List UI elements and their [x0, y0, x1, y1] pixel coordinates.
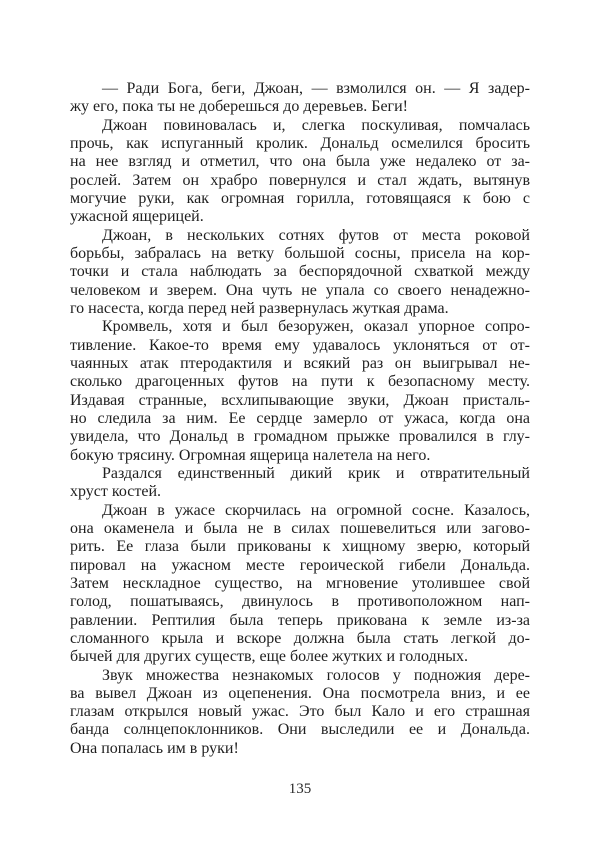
paragraph — [70, 80, 530, 117]
text-line: глазам открылся новый ужас. Это был Кало и его страшная — [70, 703, 530, 721]
text-line: она окаменела и была не в силах пошевелиться или загово- — [70, 519, 530, 537]
text-line: Джоан, в нескольких сотнях футов от места роковой — [102, 226, 530, 244]
text-line: тивление. Какое-то время ему удавалось уклоняться от от- — [70, 336, 530, 354]
text-line: точки и стала наблюдать за беспорядочной схваткой между — [70, 263, 530, 281]
text-line: Она попалась им в руки! — [70, 739, 239, 757]
text-line: Раздался единственный дикий крик и отвратительный — [102, 464, 530, 482]
text-line: Кромвель, хотя и был безоружен, оказал упорное сопро- — [102, 318, 530, 336]
text-line: увидела, что Дональд в громадном прыжке провалился в глу- — [70, 428, 530, 446]
text-line: ва вывел Джоан из оцепенения. Она посмотрела вниз, и ее — [70, 684, 530, 702]
text-line: го насеста, когда перед ней развернулась жуткая драма. — [70, 299, 449, 317]
text-line: сколько драгоценных футов на пути к безопасному месту. — [70, 373, 530, 391]
text-line: но следила за ним. Ее сердце замерло от ужаса, когда она — [70, 409, 530, 427]
paragraph — [70, 227, 530, 319]
text-line: ужасной ящерицей. — [70, 208, 204, 226]
text-line: прочь, как испуганный кролик. Дональд осмелился бросить — [70, 134, 530, 152]
text-line: на нее взгляд и отметил, что она была уже недалеко от за- — [70, 153, 530, 171]
text-line: жу его, пока ты не доберешься до деревьев. Беги! — [70, 98, 409, 116]
paragraph — [70, 465, 530, 502]
text-line: Джоан повиновалась и, слегка поскуливая, помчалась — [102, 116, 530, 134]
text-line: хруст костей. — [70, 483, 161, 501]
text-line: — Ради Бога, беги, Джоан, — взмолился он. — Я задер- — [102, 80, 530, 97]
paragraph — [70, 667, 530, 759]
text-line: рить. Ее глаза были прикованы к хищному зверю, который — [70, 538, 530, 556]
text-line: бокую трясину. Огромная ящерица налетела на него. — [70, 446, 431, 464]
page-number: 135 — [288, 781, 312, 797]
text-line: Затем нескладное существо, на мгновение утолившее свой — [70, 574, 530, 592]
text-line: голод, пошатываясь, двинулось в противоположном нап- — [70, 593, 530, 611]
paragraph — [70, 117, 530, 227]
text-line: Издавая странные, всхлипывающие звуки, Джоан присталь- — [70, 391, 530, 409]
text-line: равлении. Рептилия была теперь прикована к земле из-за — [70, 611, 530, 629]
text-line: могучие руки, как огромная горилла, готовящаяся к бою с — [70, 189, 530, 207]
page-text — [70, 80, 530, 758]
text-line: бычей для других существ, еще более жутких и голодных. — [70, 648, 469, 666]
text-line: чаянных атак птеродактиля и всякий раз он выигрывал не- — [70, 354, 530, 372]
text-line: борьбы, забралась на ветку большой сосны, присела на кор- — [70, 244, 530, 262]
text-line: рослей. Затем он храбро повернулся и стал ждать, вытянув — [70, 171, 530, 189]
text-line: человеком и зверем. Она чуть не упала со своего ненадежно- — [70, 281, 530, 299]
paragraph — [70, 318, 530, 465]
paragraph — [70, 502, 530, 667]
text-line: пировал на ужасном месте героической гибели Дональда. — [70, 556, 530, 574]
text-line: Джоан в ужасе скорчилась на огромной сосне. Казалось, — [102, 501, 530, 519]
text-line: Звук множества незнакомых голосов у подножия дере- — [102, 666, 530, 684]
text-line: сломанного крыла и вскоре должна была стать легкой до- — [70, 629, 530, 647]
text-line: банда солнцепоклонников. Они выследили ее и Дональда. — [70, 721, 530, 739]
